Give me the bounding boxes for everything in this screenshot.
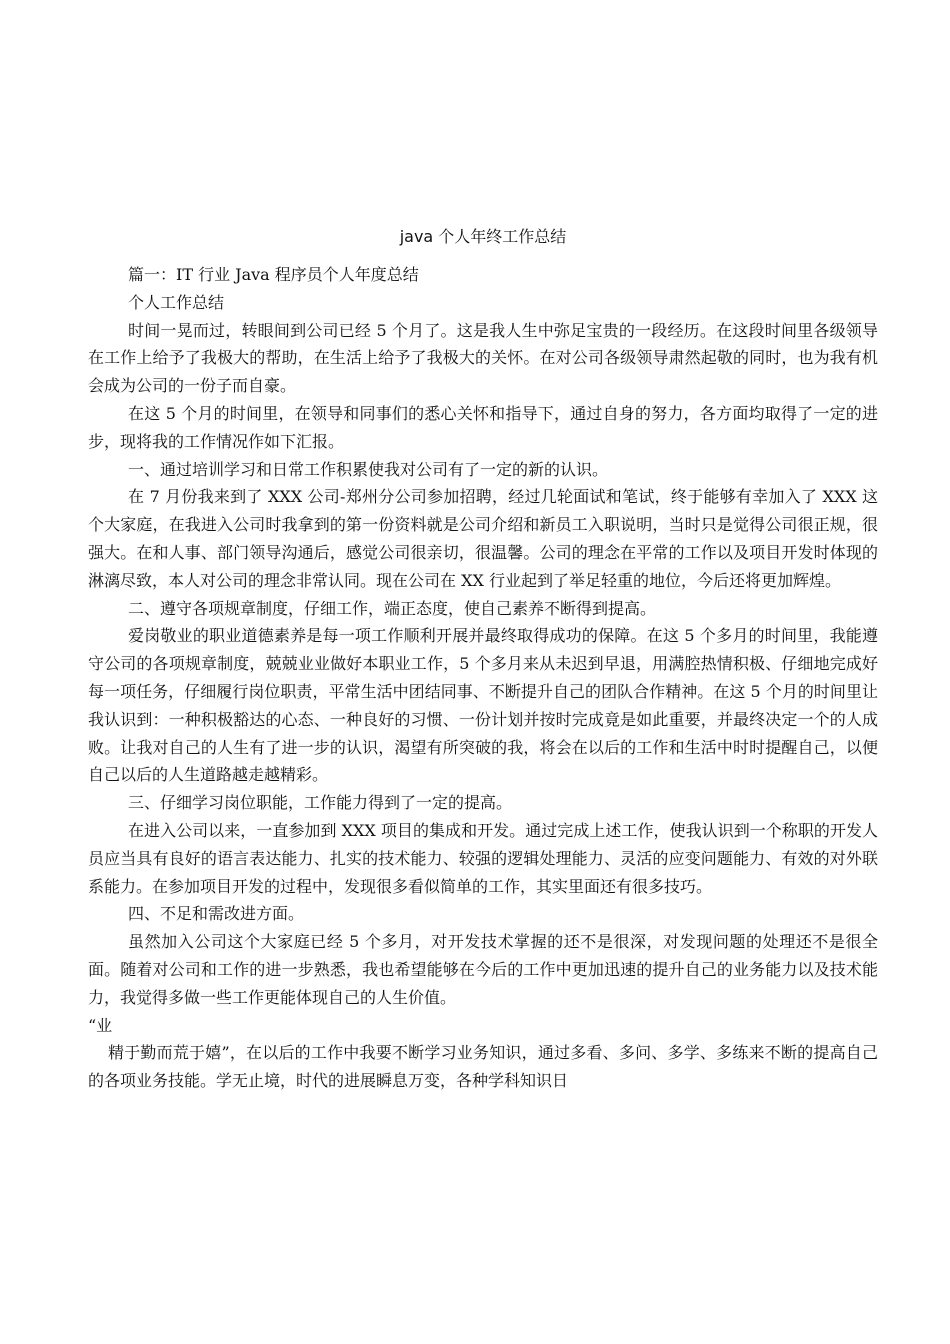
paragraph: 虽然加入公司这个大家庭已经 5 个多月，对开发技术掌握的还不是很深，对发现问题的处理还不是很全面。随着对公司和工作的进一步熟悉，我也希望能够在今后的工作中更加迅速的提升自己的业务能力以及技术能力，我觉得多做一些工作更能体现自己的人生价值。	[88, 932, 878, 1007]
paragraph: 在这 5 个月的时间里，在领导和同事们的悉心关怀和指导下，通过自身的努力，各方面均取得了一定的进步，现将我的工作情况作如下汇报。	[88, 403, 878, 451]
section-heading: 三、仔细学习岗位职能，工作能力得到了一定的提高。	[128, 793, 513, 813]
paragraph: 在进入公司以来，一直参加到 XXX 项目的集成和开发。通过完成上述工作，使我认识到一个称职的开发人员应当具有良好的语言表达能力、扎实的技术能力、较强的逻辑处理能力、灵活的应变问题能力、有效的对外联系能力。在参加项目开发的过程中，发现很多看似简单的工作，其实里面还有很多技巧。	[88, 820, 878, 896]
section-heading: 篇一：IT 行业 Java 程序员个人年度总结	[128, 265, 419, 284]
document-body	[88, 223, 878, 1095]
section-heading: 二、遵守各项规章制度，仔细工作，端正态度，使自己素养不断得到提高。	[128, 598, 657, 618]
paragraph: 精于勤而荒于嬉”，在以后的工作中我要不断学习业务知识，通过多看、多问、多学、多练来不断的提高自己的各项业务技能。学无止境，时代的进展瞬息万变，各种学科知识日	[88, 1043, 878, 1091]
paragraph: 爱岗敬业的职业道德素养是每一项工作顺利开展并最终取得成功的保障。在这 5 个多月的时间里，我能遵守公司的各项规章制度，兢兢业业做好本职业工作，5 个多月来从未迟到早退，用满腔热情积极、仔细地完成好每一项任务，仔细履行岗位职责，平常生活中团结同事、不断提升自己的团队合作精神。在这 5 个月的时间里让我认识到：一种积极豁达的心态、一种良好的习惯、一份计划并按时完成竟是如此重要，并最终决定一个的人成败。让我对自己的人生有了进一步的认识，渴望有所突破的我，将会在以后的工作和生活中时时提醒自己，以便自己以后的人生道路越走越精彩。	[88, 626, 878, 785]
paragraph: 时间一晃而过，转眼间到公司已经 5 个月了。这是我人生中弥足宝贵的一段经历。在这段时间里各级领导在工作上给予了我极大的帮助，在生活上给予了我极大的关怀。在对公司各级领导肃然起敬的同时，也为我有机会成为公司的一份子而自豪。	[88, 320, 878, 396]
quote-fragment: “业	[88, 1015, 113, 1035]
paragraph: 在 7 月份我来到了 XXX 公司-郑州分公司参加招聘，经过几轮面试和笔试，终于能够有幸加入了 XXX 这个大家庭，在我进入公司时我拿到的第一份资料就是公司介绍和新员工入职说明，当时只是觉得公司很正规，很强大。在和人事、部门领导沟通后，感觉公司很亲切，很温馨。公司的理念在平常的工作以及项目开发时体现的淋漓尽致，本人对公司的理念非常认同。现在公司在 XX 行业起到了举足轻重的地位，今后还将更加辉煌。	[88, 487, 878, 590]
section-heading: 四、不足和需改进方面。	[128, 904, 305, 924]
section-heading: 一、通过培训学习和日常工作积累使我对公司有了一定的新的认识。	[128, 459, 609, 479]
subheading: 个人工作总结	[128, 292, 225, 312]
document-title: java 个人年终工作总结	[399, 227, 567, 246]
